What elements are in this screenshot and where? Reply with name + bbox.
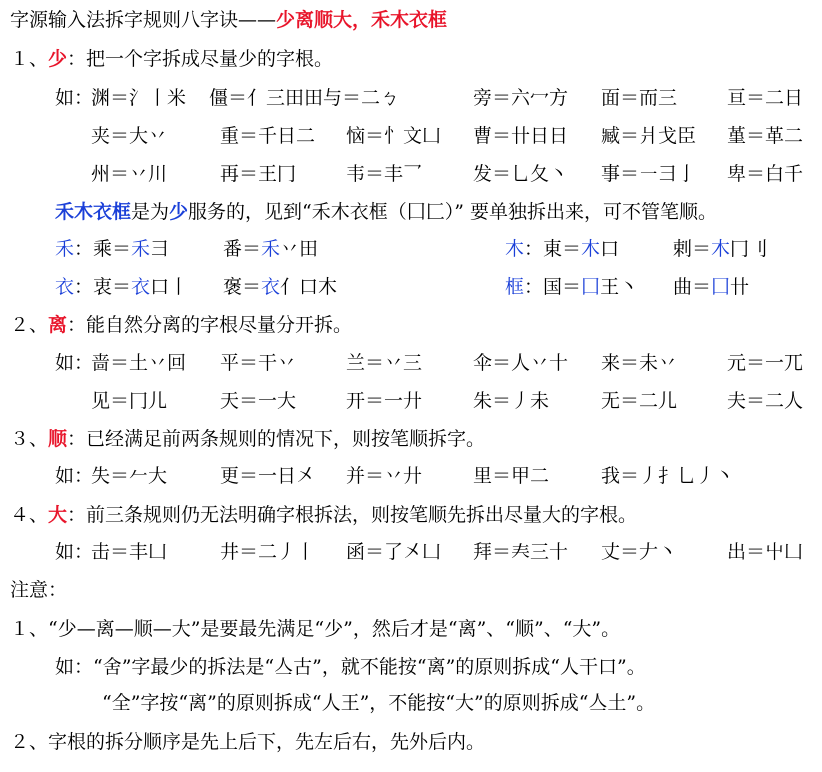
rule4-num: ４、 bbox=[10, 504, 49, 526]
example: 丈＝𠂇丶 bbox=[601, 541, 678, 563]
he-example-2 bbox=[223, 236, 318, 262]
example: 州＝丷川 bbox=[91, 163, 168, 185]
hmym-key: 禾木衣框 bbox=[55, 201, 132, 223]
example: 僵＝亻三田田与＝二ㄅ bbox=[209, 87, 400, 109]
note-title: 注意： bbox=[10, 579, 68, 601]
example: 并＝丷廾 bbox=[346, 465, 423, 487]
example: 韦＝丰乛 bbox=[346, 163, 423, 185]
rule1-desc: ：把一个字拆成尽量少的字根。 bbox=[67, 48, 334, 70]
kuang-label: 框 bbox=[505, 276, 525, 298]
example: 里＝甲二 bbox=[473, 465, 550, 487]
rule3-num: ３、 bbox=[10, 428, 49, 450]
example: 我＝丿扌乚丿丶 bbox=[601, 465, 735, 487]
example: 啬＝土丷回 bbox=[91, 352, 187, 374]
example: 臧＝爿戈臣 bbox=[601, 125, 697, 147]
rule4-key: 大 bbox=[48, 504, 68, 526]
title-prefix: 字源输入法拆字规则八字诀—— bbox=[10, 9, 277, 31]
example-post: 口丨 bbox=[150, 276, 189, 298]
rule2-num: ２、 bbox=[10, 314, 49, 336]
example-post: 口 bbox=[600, 238, 620, 260]
hmym-key2: 少 bbox=[169, 201, 189, 223]
example: 卑＝白千 bbox=[727, 163, 804, 185]
mu-example-2 bbox=[673, 236, 768, 262]
example: 函＝了㐅凵 bbox=[346, 541, 442, 563]
note-1-example-1: 如：“舍”字最少的拆法是“亼古”，就不能按“离”的原则拆成“人干口”。 bbox=[55, 656, 646, 678]
example: 伞＝人丷十 bbox=[473, 352, 569, 374]
example-root: 木 bbox=[711, 238, 731, 260]
hmym-intro bbox=[55, 199, 717, 225]
example: 渊＝氵丨米 bbox=[91, 87, 187, 109]
example: 拜＝𡗗三十 bbox=[473, 541, 569, 563]
page-title bbox=[10, 7, 447, 33]
example: 出＝屮凵 bbox=[727, 541, 804, 563]
example-pre: 番＝ bbox=[223, 238, 262, 260]
example-post: 冂刂 bbox=[730, 238, 769, 260]
example-pre: 東＝ bbox=[543, 238, 582, 260]
example: 失＝𠂉大 bbox=[91, 465, 168, 487]
yi-examples bbox=[55, 274, 188, 300]
example: 恼＝忄文凵 bbox=[346, 125, 442, 147]
example: 来＝未丷 bbox=[601, 352, 678, 374]
example: 面＝而三 bbox=[601, 87, 678, 109]
rule1-num: １、 bbox=[10, 48, 49, 70]
example-post: 亻口木 bbox=[280, 276, 338, 298]
kuang-example-2 bbox=[673, 274, 749, 300]
sep: ： bbox=[74, 238, 94, 260]
example: 见＝冂儿 bbox=[91, 390, 168, 412]
example-post: 丷田 bbox=[280, 238, 319, 260]
example: 平＝干丷 bbox=[220, 352, 297, 374]
rule1-heading bbox=[10, 46, 333, 72]
note-1: １、“少—离—顺—大”是要最先满足“少”，然后才是“离”、“顺”、“大”。 bbox=[10, 618, 621, 640]
example-root: 衣 bbox=[261, 276, 281, 298]
he-label: 禾 bbox=[55, 238, 75, 260]
sep: ： bbox=[524, 238, 544, 260]
example-pre: 国＝ bbox=[543, 276, 582, 298]
note-2: ２、字根的拆分顺序是先上后下，先左后右，先外后内。 bbox=[10, 731, 486, 753]
example-pre: 剌＝ bbox=[673, 238, 712, 260]
rule2-heading bbox=[10, 312, 352, 338]
mu-examples bbox=[505, 236, 619, 262]
example: 更＝一日㐅 bbox=[220, 465, 316, 487]
rule4-ex-label: 如： bbox=[55, 541, 94, 563]
note-1-example-2: “全”字按“离”的原则拆成“人王”，不能按“大”的原则拆成“亼土”。 bbox=[102, 692, 656, 714]
example-root: 禾 bbox=[131, 238, 151, 260]
example: 重＝千日二 bbox=[220, 125, 316, 147]
hmym-rest: 服务的，见到“禾木衣框（囗匚）” 要单独拆出来，可不管笔顺。 bbox=[188, 201, 718, 223]
example-post: 彐 bbox=[150, 238, 170, 260]
example-post: 卄 bbox=[730, 276, 750, 298]
rule2-desc: ：能自然分离的字根尽量分开拆。 bbox=[67, 314, 353, 336]
example-root: 禾 bbox=[261, 238, 281, 260]
rule3-key: 顺 bbox=[48, 428, 68, 450]
example: 曹＝卄日日 bbox=[473, 125, 569, 147]
example-pre: 曲＝ bbox=[673, 276, 712, 298]
example: 无＝二儿 bbox=[601, 390, 678, 412]
example: 堇＝革二 bbox=[727, 125, 804, 147]
mu-label: 木 bbox=[505, 238, 525, 260]
example-pre: 乘＝ bbox=[93, 238, 132, 260]
example-post: 王丶 bbox=[600, 276, 639, 298]
rule3-desc: ：已经满足前两条规则的情况下，则按笔顺拆字。 bbox=[67, 428, 486, 450]
kuang-examples bbox=[505, 274, 638, 300]
rule3-ex-label: 如： bbox=[55, 465, 94, 487]
sep: ： bbox=[74, 276, 94, 298]
example: 旁＝六冖方 bbox=[473, 87, 569, 109]
example: 夫＝二人 bbox=[727, 390, 804, 412]
example: 夹＝大丷 bbox=[91, 125, 168, 147]
rule1-ex-label: 如： bbox=[55, 87, 94, 109]
example: 朱＝丿未 bbox=[473, 390, 550, 412]
example: 开＝一廾 bbox=[346, 390, 423, 412]
yi-example-2 bbox=[223, 274, 337, 300]
rule4-desc: ：前三条规则仍无法明确字根拆法，则按笔顺先拆出尽量大的字根。 bbox=[67, 504, 638, 526]
example-root: 木 bbox=[581, 238, 601, 260]
example-root: 衣 bbox=[131, 276, 151, 298]
example: 发＝乚夂丶 bbox=[473, 163, 569, 185]
example-pre: 衷＝ bbox=[93, 276, 132, 298]
example: 元＝一兀 bbox=[727, 352, 804, 374]
example-root: 囗 bbox=[711, 276, 731, 298]
hmym-pre: 是为 bbox=[131, 201, 170, 223]
rule4-heading bbox=[10, 502, 637, 528]
rule2-ex-label: 如： bbox=[55, 352, 94, 374]
example: 井＝二丿丨 bbox=[220, 541, 316, 563]
yi-label: 衣 bbox=[55, 276, 75, 298]
title-highlight: 少离顺大，禾木衣框 bbox=[276, 9, 448, 31]
example: 兰＝丷三 bbox=[346, 352, 423, 374]
example: 击＝丰凵 bbox=[91, 541, 168, 563]
rule3-heading bbox=[10, 426, 485, 452]
rule2-key: 离 bbox=[48, 314, 68, 336]
rule1-key: 少 bbox=[48, 48, 68, 70]
example-root: 囗 bbox=[581, 276, 601, 298]
example: 再＝王冂 bbox=[220, 163, 297, 185]
example-pre: 褒＝ bbox=[223, 276, 262, 298]
sep: ： bbox=[524, 276, 544, 298]
example: 亘＝二日 bbox=[727, 87, 804, 109]
he-examples bbox=[55, 236, 169, 262]
example: 事＝㇐彐亅 bbox=[601, 163, 697, 185]
example: 天＝一大 bbox=[220, 390, 297, 412]
